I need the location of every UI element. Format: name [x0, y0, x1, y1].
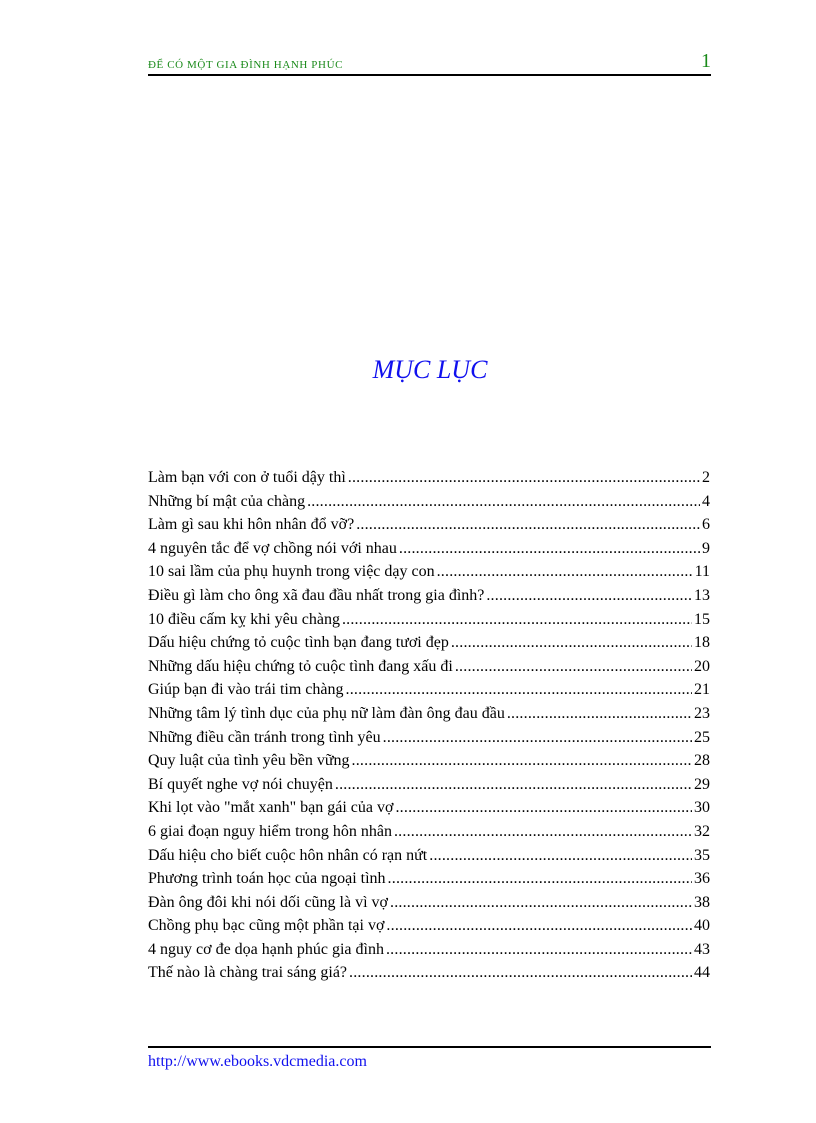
running-title: ĐỂ CÓ MỘT GIA ĐÌNH HẠNH PHÚC — [148, 59, 344, 71]
toc-entry-page: 15 — [694, 610, 710, 628]
toc-entry[interactable] — [148, 749, 710, 773]
toc-entry-title: Đàn ông đôi khi nói dối cũng là vì vợ — [148, 893, 388, 911]
toc-entry-title: 10 điều cấm kỵ khi yêu chàng — [148, 610, 340, 628]
toc-entry-page: 36 — [694, 870, 710, 888]
toc-dot-leader — [388, 867, 692, 891]
toc-entry[interactable] — [148, 513, 710, 537]
toc-entry-title: Dấu hiệu cho biết cuộc hôn nhân có rạn nứt — [148, 846, 428, 864]
toc-entry-page: 9 — [702, 539, 710, 557]
toc-entry-title: Những bí mật của chàng — [148, 492, 306, 510]
toc-entry-title: Giúp bạn đi vào trái tim chàng — [148, 681, 344, 699]
toc-entry[interactable] — [148, 961, 710, 985]
toc-entry[interactable] — [148, 584, 710, 608]
toc-dot-leader — [356, 513, 700, 537]
toc-dot-leader — [352, 749, 692, 773]
toc-entry-page: 28 — [694, 752, 710, 770]
toc-entry[interactable] — [148, 678, 710, 702]
toc-entry-title: 10 sai lầm của phụ huynh trong việc dạy con — [148, 563, 435, 581]
toc-dot-leader — [486, 584, 692, 608]
toc-entry-page: 44 — [694, 964, 710, 982]
toc-entry-title: Những dấu hiệu chứng tỏ cuộc tình đang xấu đi — [148, 657, 453, 675]
toc-dot-leader — [429, 844, 692, 868]
toc-entry[interactable] — [148, 844, 710, 868]
toc-entry-title: Làm gì sau khi hôn nhân đổ vỡ? — [148, 516, 355, 534]
toc-entry[interactable] — [148, 796, 710, 820]
toc-entry-title: Điều gì làm cho ông xã đau đầu nhất trong gia đình? — [148, 586, 485, 604]
toc-dot-leader — [451, 631, 692, 655]
toc-entry[interactable] — [148, 773, 710, 797]
page-header — [148, 52, 711, 76]
toc-dot-leader — [348, 466, 700, 490]
toc-dot-leader — [386, 914, 692, 938]
toc-dot-leader — [349, 961, 692, 985]
toc-entry-title: Làm bạn với con ở tuổi dậy thì — [148, 469, 346, 486]
toc-entry-title: 6 giai đoạn nguy hiểm trong hôn nhân — [148, 822, 392, 840]
toc-entry-page: 18 — [694, 634, 710, 652]
toc-entry-page: 38 — [694, 893, 710, 911]
toc-entry-page: 6 — [702, 516, 710, 534]
toc-entry[interactable] — [148, 891, 710, 915]
toc-entry[interactable] — [148, 726, 710, 750]
toc-dot-leader — [455, 655, 692, 679]
toc-dot-leader — [386, 938, 692, 962]
toc-entry-page: 13 — [694, 586, 710, 604]
toc-entry-page: 29 — [694, 775, 710, 793]
toc-entry-page: 2 — [702, 469, 710, 486]
toc-entry[interactable] — [148, 820, 710, 844]
toc-dot-leader — [390, 891, 692, 915]
toc-entry-page: 21 — [694, 681, 710, 699]
toc-entry[interactable] — [148, 466, 710, 490]
toc-entry-page: 30 — [694, 799, 710, 817]
toc-dot-leader — [437, 560, 693, 584]
toc-entry-page: 11 — [694, 563, 710, 581]
toc-entry[interactable] — [148, 702, 710, 726]
toc-entry[interactable] — [148, 867, 710, 891]
toc-entry[interactable] — [148, 608, 710, 632]
toc-entry[interactable] — [148, 938, 710, 962]
toc-entry-page: 40 — [694, 917, 710, 935]
toc-entry[interactable] — [148, 490, 710, 514]
toc-entry-title: Thế nào là chàng trai sáng giá? — [148, 964, 348, 982]
toc-entry-page: 35 — [694, 846, 710, 864]
toc-entry[interactable] — [148, 560, 710, 584]
toc-entry-title: Bí quyết nghe vợ nói chuyện — [148, 775, 333, 793]
toc-entry-title: Khi lọt vào "mắt xanh" bạn gái của vợ — [148, 799, 394, 817]
toc-entry-title: Chồng phụ bạc cũng một phần tại vợ — [148, 917, 385, 935]
toc-entry-title: 4 nguyên tắc để vợ chồng nói với nhau — [148, 539, 397, 557]
table-of-contents — [148, 466, 710, 985]
toc-entry-page: 23 — [694, 704, 710, 722]
toc-entry-title: 4 nguy cơ đe dọa hạnh phúc gia đình — [148, 940, 384, 958]
footer-url-link[interactable]: http://www.ebooks.vdcmedia.com — [148, 1053, 367, 1070]
page-footer — [148, 1046, 711, 1071]
toc-entry-title: Phương trình toán học của ngoại tình — [148, 870, 386, 888]
toc-entry-page: 32 — [694, 822, 710, 840]
toc-entry-title: Những tâm lý tình dục của phụ nữ làm đàn ông đau đầu — [148, 704, 505, 722]
toc-dot-leader — [395, 796, 692, 820]
toc-dot-leader — [307, 490, 700, 514]
toc-entry[interactable] — [148, 655, 710, 679]
toc-entry-title: Những điều cần tránh trong tình yêu — [148, 728, 381, 746]
toc-dot-leader — [383, 726, 692, 750]
toc-entry-page: 43 — [694, 940, 710, 958]
toc-dot-leader — [399, 537, 700, 561]
toc-entry-title: Dấu hiệu chứng tỏ cuộc tình bạn đang tươi đẹp — [148, 634, 449, 652]
toc-dot-leader — [346, 678, 692, 702]
toc-entry-title: Quy luật của tình yêu bền vững — [148, 752, 350, 770]
toc-entry-page: 20 — [694, 657, 710, 675]
toc-entry-page: 25 — [694, 728, 710, 746]
toc-dot-leader — [342, 608, 692, 632]
toc-heading: MỤC LỤC — [372, 355, 488, 384]
page-number: 1 — [701, 50, 711, 72]
toc-dot-leader — [335, 773, 692, 797]
toc-entry[interactable] — [148, 631, 710, 655]
toc-dot-leader — [507, 702, 692, 726]
toc-entry[interactable] — [148, 537, 710, 561]
toc-entry[interactable] — [148, 914, 710, 938]
toc-dot-leader — [394, 820, 692, 844]
toc-entry-page: 4 — [702, 492, 710, 510]
